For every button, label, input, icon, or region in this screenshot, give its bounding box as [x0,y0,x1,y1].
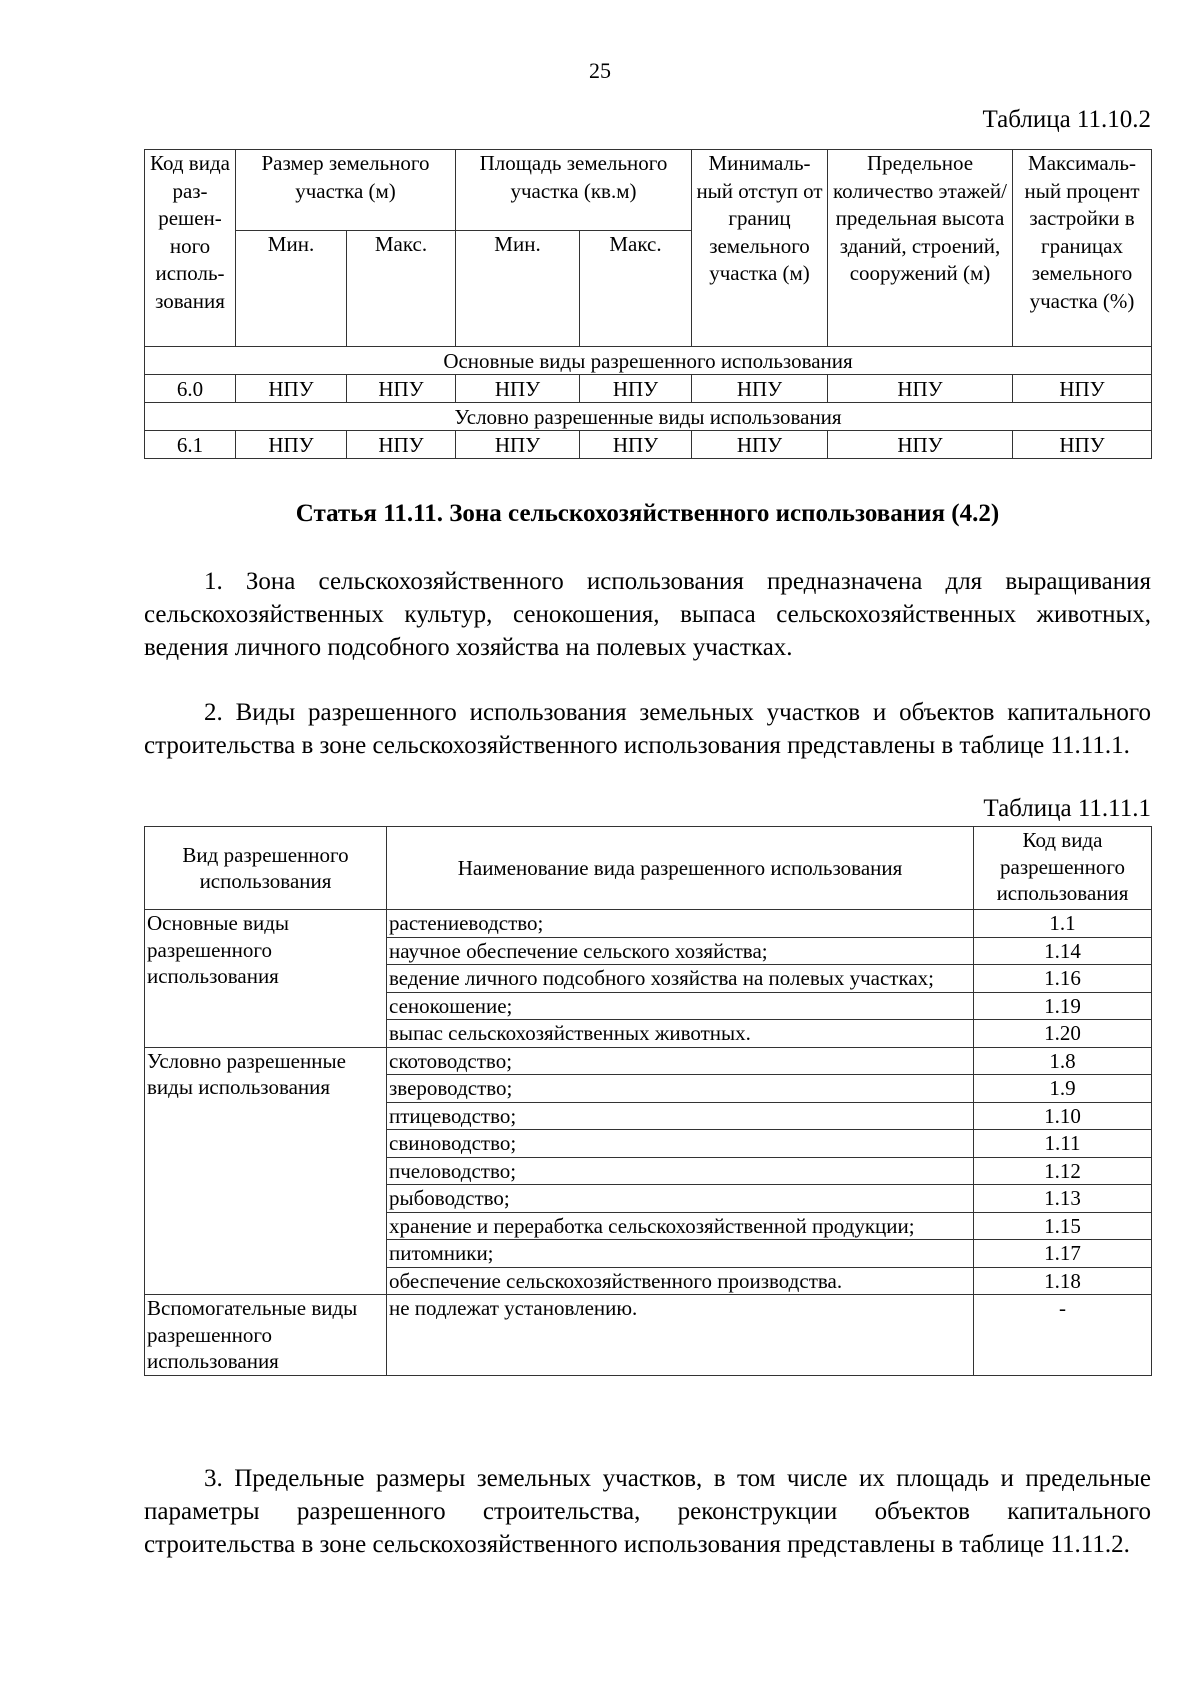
paragraph-2: 2. Виды разрешенного использования земельных участков и объектов капитального строительства в зоне сельскохозяйственного использования представлены в таблице 11.11.1. [144,699,1151,759]
use-code: 1.20 [974,1020,1152,1048]
use-group-label: Условно разрешенные виды использования [145,1047,387,1295]
use-code: 1.11 [974,1130,1152,1158]
header-min-offset: Минималь-ный отступ от границ земельного участка (м) [692,150,828,347]
header-use-code: Код вида разрешенного использования [974,827,1152,910]
use-code: 1.12 [974,1157,1152,1185]
cell: НПУ [828,375,1013,403]
cell: НПУ [692,431,828,459]
paragraph-1: 1. Зона сельскохозяйственного использования предназначена для выращивания сельскохозяйственных культур, сенокошения, выпаса сельскохозяйственных животных, ведения личного подсобного хозяйства на полевых участках. [144,568,1151,661]
header-code: Код вида раз-решен-ного исполь-зования [145,150,236,347]
use-name: ведение личного подсобного хозяйства на полевых участках; [387,965,974,993]
use-group-label: Основные виды разрешенного использования [145,910,387,1048]
use-code: - [974,1295,1152,1376]
table-row [145,1295,1152,1376]
header-max: Макс. [580,231,692,347]
table-row [145,1047,1152,1075]
use-code: 1.16 [974,965,1152,993]
table-caption: Таблица 11.10.2 [982,106,1151,133]
use-name: растениеводство; [387,910,974,938]
use-name: скотоводство; [387,1047,974,1075]
use-name: рыбоводство; [387,1185,974,1213]
header-max-percent: Максималь-ный процент застройки в границах земельного участка (%) [1013,150,1152,347]
cell: НПУ [456,375,580,403]
zone-parameters-table [144,149,1152,459]
cell: НПУ [692,375,828,403]
cell: НПУ [347,431,456,459]
header-min: Мин. [236,231,347,347]
table-row [145,375,1152,403]
use-name: птицеводство; [387,1102,974,1130]
cell: НПУ [236,375,347,403]
table-caption: Таблица 11.11.1 [983,795,1151,822]
cell: 6.0 [145,375,236,403]
use-code: 1.1 [974,910,1152,938]
use-code: 1.14 [974,937,1152,965]
use-name: научное обеспечение сельского хозяйства; [387,937,974,965]
use-code: 1.18 [974,1267,1152,1295]
cell: НПУ [1013,431,1152,459]
cell: НПУ [1013,375,1152,403]
cell: НПУ [236,431,347,459]
header-max-floors: Предельное количество этажей/ предельная высота зданий, строений, сооружений (м) [828,150,1013,347]
page-number: 25 [589,58,611,83]
use-name: питомники; [387,1240,974,1268]
use-code: 1.15 [974,1212,1152,1240]
table-row [145,431,1152,459]
permitted-use-table [144,826,1152,1376]
use-name: обеспечение сельскохозяйственного производства. [387,1267,974,1295]
paragraph-3: 3. Предельные размеры земельных участков, в том числе их площадь и предельные параметры разрешенного строительства, реконструкции объектов капитального строительства в зоне сельскохозяйственного использования представлены в таблице 11.11.2. [144,1465,1151,1558]
use-group-label: Вспомогательные виды разрешенного использования [145,1295,387,1376]
table-row [145,910,1152,938]
use-name: свиноводство; [387,1130,974,1158]
header-min: Мин. [456,231,580,347]
cell: НПУ [456,431,580,459]
use-code: 1.17 [974,1240,1152,1268]
cell: НПУ [347,375,456,403]
section-title: Основные виды разрешенного использования [145,347,1152,375]
header-area: Площадь земельного участка (кв.м) [456,150,692,231]
use-name: хранение и переработка сельскохозяйственной продукции; [387,1212,974,1240]
header-size: Размер земельного участка (м) [236,150,456,231]
use-name: выпас сельскохозяйственных животных. [387,1020,974,1048]
header-max: Макс. [347,231,456,347]
use-name: пчеловодство; [387,1157,974,1185]
use-code: 1.13 [974,1185,1152,1213]
use-name: не подлежат установлению. [387,1295,974,1376]
use-code: 1.19 [974,992,1152,1020]
use-code: 1.10 [974,1102,1152,1130]
cell: НПУ [580,431,692,459]
header-use-name: Наименование вида разрешенного использования [387,827,974,910]
cell: НПУ [580,375,692,403]
cell: НПУ [828,431,1013,459]
use-code: 1.8 [974,1047,1152,1075]
cell: 6.1 [145,431,236,459]
article-heading: Статья 11.11. Зона сельскохозяйственного использования (4.2) [295,500,1000,527]
use-name: сенокошение; [387,992,974,1020]
use-name: звероводство; [387,1075,974,1103]
section-title: Условно разрешенные виды использования [145,403,1152,431]
header-use-type: Вид разрешенного использования [145,827,387,910]
use-code: 1.9 [974,1075,1152,1103]
